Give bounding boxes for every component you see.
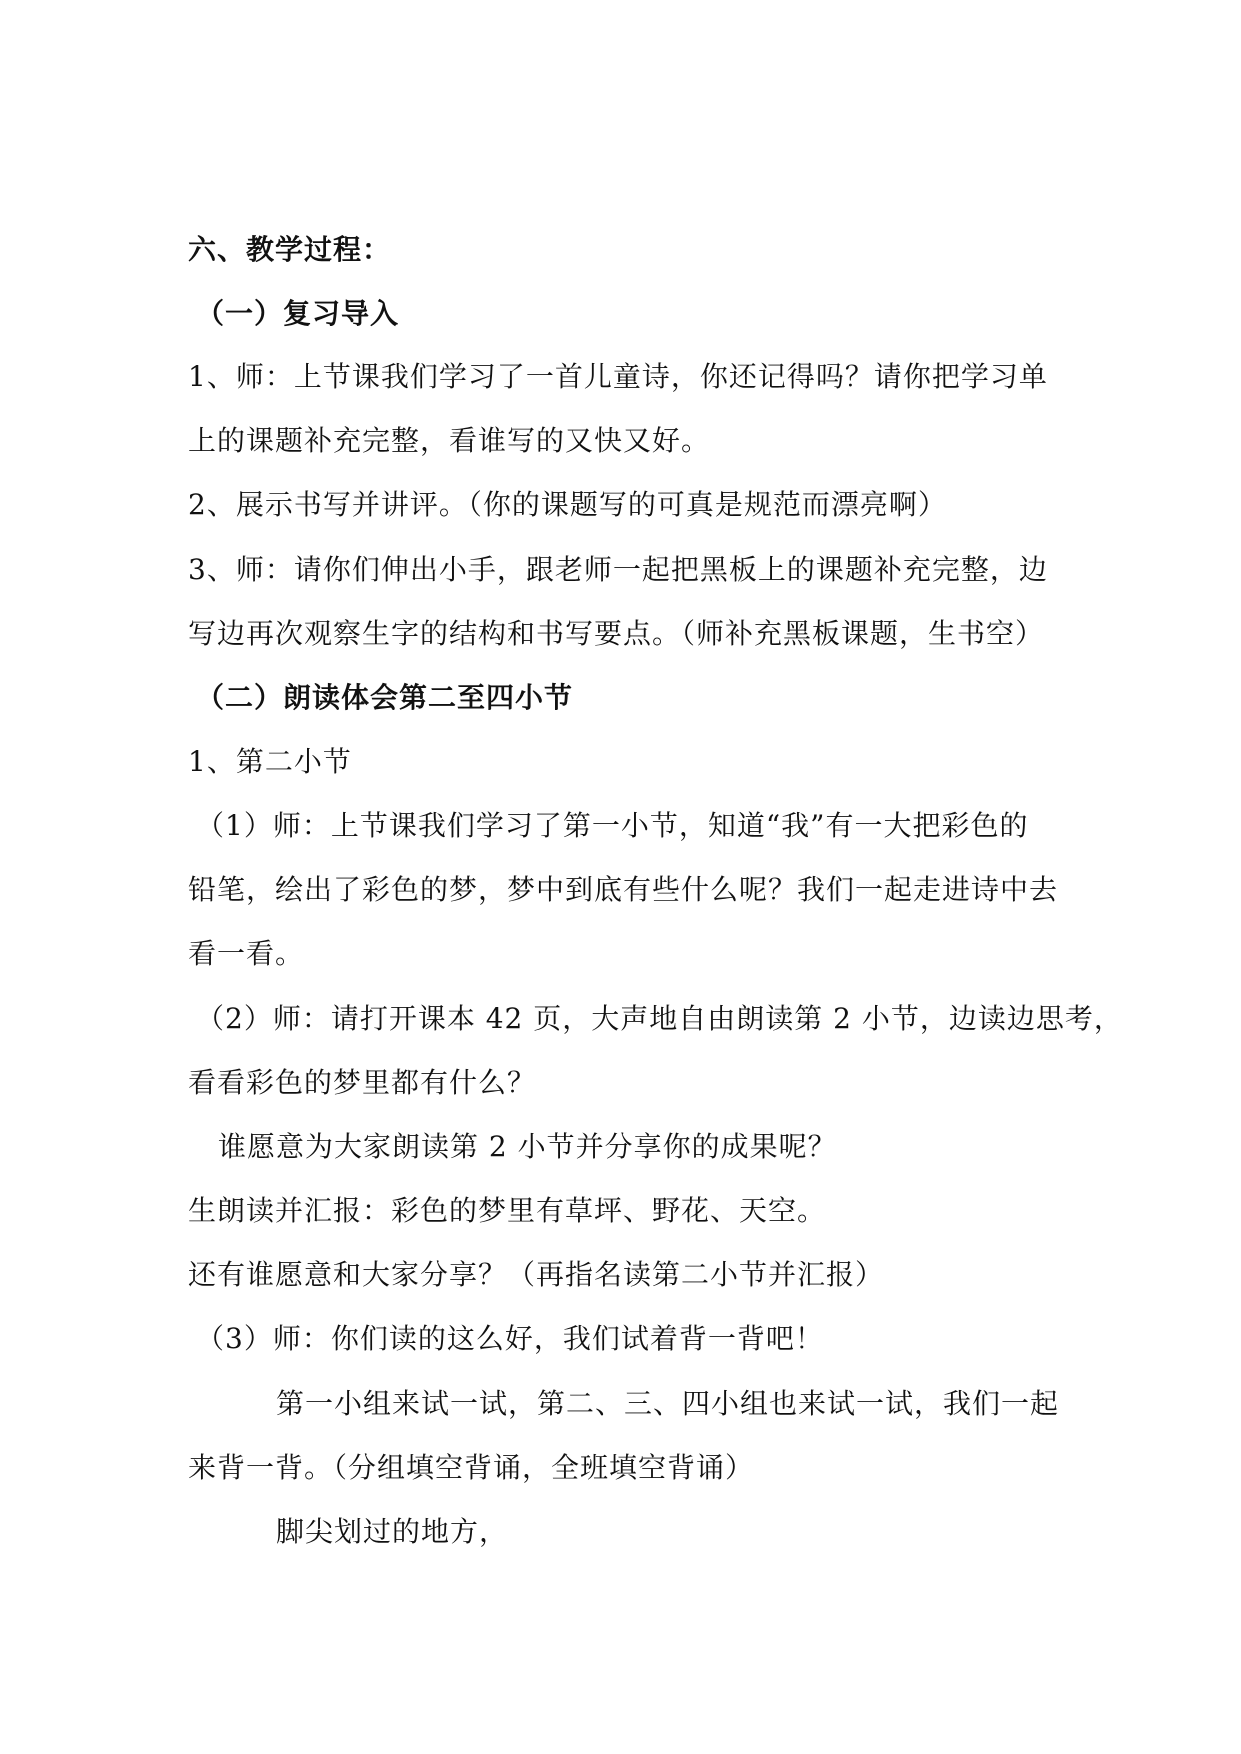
paragraph-line: 3、师：请你们伸出小手，跟老师一起把黑板上的课题补充完整，边 xyxy=(188,553,1048,586)
section-title: 六、教学过程： xyxy=(188,233,392,266)
paragraph-line: 上的课题补充完整，看谁写的又快又好。 xyxy=(188,424,711,457)
paragraph-line: 生朗读并汇报：彩色的梦里有草坪、野花、天空。 xyxy=(188,1194,827,1227)
paragraph-line: 脚尖划过的地方， xyxy=(276,1515,509,1548)
part1-heading: （一）复习导入 xyxy=(196,297,400,330)
paragraph-line: 2、展示书写并讲评。（你的课题写的可真是规范而漂亮啊） xyxy=(188,488,947,521)
paragraph-line: 1、师：上节课我们学习了一首儿童诗，你还记得吗？请你把学习单 xyxy=(188,360,1048,393)
paragraph-line: 铅笔，绘出了彩色的梦，梦中到底有些什么呢？我们一起走进诗中去 xyxy=(188,873,1059,906)
paragraph-line: （2）师：请打开课本 42 页，大声地自由朗读第 2 小节，边读边思考， xyxy=(196,1002,1123,1035)
paragraph-line: 来背一背。（分组填空背诵，全班填空背诵） xyxy=(188,1451,755,1484)
paragraph-line: 第一小组来试一试，第二、三、四小组也来试一试，我们一起 xyxy=(276,1387,1060,1420)
part2-heading: （二）朗读体会第二至四小节 xyxy=(196,681,574,714)
paragraph-line: 看一看。 xyxy=(188,937,305,970)
paragraph-line: （3）师：你们读的这么好，我们试着背一背吧！ xyxy=(196,1322,824,1355)
paragraph-line: 写边再次观察生字的结构和书写要点。（师补充黑板课题，生书空） xyxy=(188,617,1045,650)
subheading: 1、第二小节 xyxy=(188,745,352,778)
paragraph-line: 谁愿意为大家朗读第 2 小节并分享你的成果呢？ xyxy=(218,1130,837,1163)
paragraph-line: 还有谁愿意和大家分享？（再指名读第二小节并汇报） xyxy=(188,1258,885,1291)
paragraph-line: （1）师：上节课我们学习了第一小节，知道“我”有一大把彩色的 xyxy=(196,809,1029,842)
paragraph-line: 看看彩色的梦里都有什么？ xyxy=(188,1066,537,1099)
